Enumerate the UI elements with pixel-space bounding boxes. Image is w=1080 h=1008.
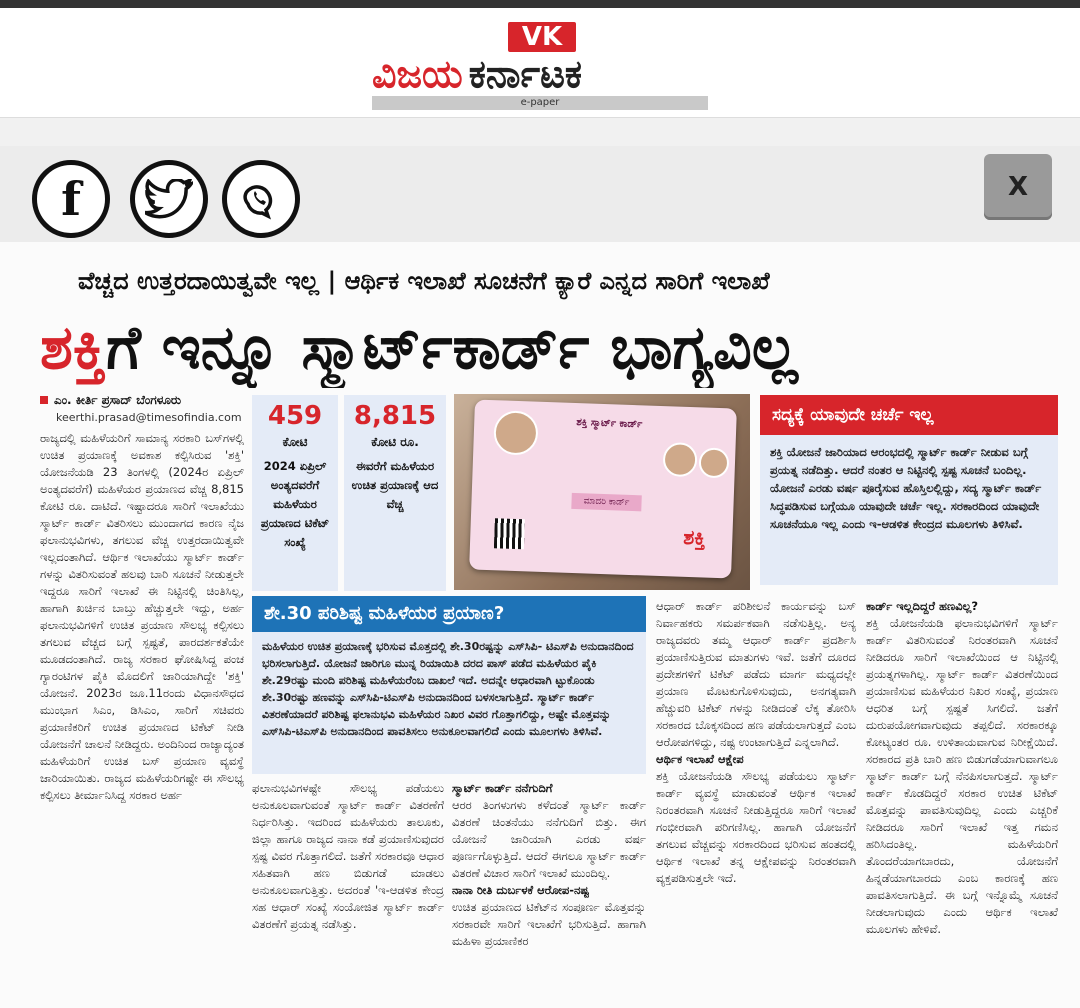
portrait-3 [698,447,729,478]
twitter-icon [145,179,193,219]
whatsapp-share-button[interactable] [222,160,300,238]
author-email: keerthi.prasad@timesofindia.com [56,411,242,424]
side-box [760,395,1058,585]
byline [40,393,250,409]
column-2 [252,780,444,1002]
column-3-text: ಆರರ ತಿಂಗಳುಗಳು ಕಳೆದಂತೆ ಸ್ಮಾರ್ಟ್ ಕಾರ್ಡ್ ವಿತರಣೆ ಚಿಂತನೆಯು ನನೆಗುದಿಗೆ ಬಿತ್ತು. ಈಗ ಯೋಜನೆ ಜಾರಿಯಾಗಿ ಎರಡು ವರ್ಷ ಪೂರ್ಣಗೊಳ್ಳುತ್ತಿದೆ. ಆದರೆ ಈಗಲೂ ಸ್ಮಾರ್ಟ್ ಕಾರ್ಡ್ ವಿತರಣೆ ವಿಚಾರ ಸಾರಿಗೆ ಇಲಾಖೆ ಮುಂದಿಲ್ಲ. [452,798,646,880]
column-4-text-2: ಶಕ್ತಿ ಯೋಜನೆಯಡಿ ಸೌಲಭ್ಯ ಪಡೆಯಲು ಸ್ಮಾರ್ಟ್ ಕಾರ್ಡ್ ವ್ಯವಸ್ಥೆ ಮಾಡುವಂತೆ ಆರ್ಥಿಕ ಇಲಾಖೆ ನಿರಂತರವಾಗಿ ಸೂಚನೆ ನೀಡುತ್ತಿದ್ದರೂ ಸಾರಿಗೆ ಇಲಾಖೆ ಗಂಭೀರವಾಗಿ ಪರಿಗಣಿಸಿಲ್ಲ. ಹಾಗಾಗಿ ಯೋಜನೆಗೆ ತಗಲುವ ವೆಚ್ಚವನ್ನು ಸರಕಾರದಿಂದ ಭರಿಸುವ ಹಂತದಲ್ಲಿ ಆರ್ಥಿಕ ಇಲಾಖೆ ತನ್ನ ಆಕ್ಷೇಪವನ್ನು ನಿರಂತರವಾಗಿ ವ್ಯಕ್ತಪಡಿಸುತ್ತಲೇ ಇದೆ. [656,769,856,885]
facebook-icon: f [61,172,81,226]
portrait-2 [662,442,697,477]
logo[interactable] [372,52,708,96]
column-5 [866,598,1058,1002]
column-4-subhead: ಆರ್ಥಿಕ ಇಲಾಖೆ ಆಕ್ಷೇಪ [656,752,744,766]
stat-2-unit: ಕೋಟಿ ರೂ. [371,435,419,449]
headline-highlight: ಶಕ್ತಿ [40,313,107,383]
portrait-1 [493,410,539,456]
kicker: ವೆಚ್ಚದ ಉತ್ತರದಾಯಿತ್ವವೇ ಇಲ್ಲ | ಆರ್ಥಿಕ ಇಲಾಖೆ ಸೂಚನೆಗೆ ಕ್ಯಾರೆ ಎನ್ನದ ಸಾರಿಗೆ ಇಲಾಖೆ [78,267,770,295]
column-3 [452,780,646,1002]
column-5-text: ಶಕ್ತಿ ಯೋಜನೆಯಡಿ ಫಲಾನುಭವಿಗಳಿಗೆ ಸ್ಮಾರ್ಟ್ ಕಾರ್ಡ್ ವಿತರಿಸುವಂತೆ ನಿರಂತರವಾಗಿ ಸೂಚನೆ ನೀಡಿದರೂ ಸಾರಿಗೆ ಇಲಾಖೆಯಿಂದ ಆ ನಿಟ್ಟಿನಲ್ಲಿ ಪ್ರಯತ್ನಗಳಾಗಿಲ್ಲ. ಸ್ಮಾರ್ಟ್ ಕಾರ್ಡ್ ವಿತರಣೆಯಿಂದ ಪ್ರಯಾಣಿಸುವ ಮಹಿಳೆಯರ ನಿಖರ ಸಂಖ್ಯೆ, ಪ್ರಯಾಣ ಆಧರಿತ ಬಗ್ಗೆ ಸ್ಪಷ್ಟತೆ ಸಿಗಲಿದೆ. ಜತೆಗೆ ದುರುಪಯೋಗವಾಗುವುದು ತಪ್ಪಲಿದೆ. ಸರಕಾರಕ್ಕೂ ಕೋಟ್ಯಂತರ ರೂ. ಉಳಿತಾಯವಾಗುವ ನಿರೀಕ್ಷೆಯಿದೆ. ಸರಕಾರದ ಪ್ರತಿ ಬಾರಿ ಹಣ ಬಿಡುಗಡೆಯಾಗುವಾಗಲೂ ಸ್ಮಾರ್ಟ್ ಕಾರ್ಡ್ ಬಗ್ಗೆ ನೆನಪಿಸಲಾಗುತ್ತದೆ. ಸ್ಮಾರ್ಟ್ ಕಾರ್ಡ್ ಕೊಡದಿದ್ದರೆ ಸರಕಾರ ಉಚಿತ ಟಿಕೆಟ್ ಮೊತ್ತವನ್ನು ಪಾವತಿಸುವುದಿಲ್ಲ ಎಂದು ಎಚ್ಚರಿಕೆ ನೀಡಿದರೂ ಸಾರಿಗೆ ಇಲಾಖೆ ಇತ್ತ ಗಮನ ಹರಿಸಿದಂತಿಲ್ಲ. ಮಹಿಳೆಯರಿಗೆ ತೊಂದರೆಯಾಗಬಾರದು, ಯೋಜನೆಗೆ ಹಿನ್ನಡೆಯಾಗಬಾರದು ಎಂಬ ಕಾರಣಕ್ಕೆ ಹಣ ಪಾವತಿಸಲಾಗುತ್ತಿದೆ. ಈ ಬಗ್ಗೆ ಇನ್ನೊಮ್ಮೆ ಸೂಚನೆ ನೀಡಲಾಗುವುದು ಎಂದು ಆರ್ಥಿಕ ಇಲಾಖೆ ಮೂಲಗಳು ಹೇಳಿವೆ. [866,616,1058,936]
smart-card-image [469,399,737,578]
headline [40,308,1080,388]
column-5-subhead: ಕಾರ್ಡ್ ಇಲ್ಲದಿದ್ದರೆ ಹಣವಿಲ್ಲ? [866,599,979,613]
vk-badge: VK [508,22,576,52]
shakti-logo: ಶಕ್ತಿ [682,524,706,550]
stat-2-number: 8,815 [353,401,437,431]
column-3-subhead-2: ನಾನಾ ರೀತಿ ದುರ್ಬಳಕೆ ಆರೋಪ-ನಷ್ಟ [452,883,590,897]
stat-2-desc: ಈವರೆಗೆ ಮಹಿಳೆಯರ ಉಚಿತ ಪ್ರಯಾಣಕ್ಕೆ ಆದ ವೆಚ್ಚ [351,459,439,511]
stat-box-2 [344,395,446,591]
stat-box-1 [252,395,338,591]
column-3-subhead: ಸ್ಮಾರ್ಟ್ ಕಾರ್ಡ್ ನನೆಗುದಿಗೆ [452,781,553,795]
column-3-text-2: ಉಚಿತ ಪ್ರಯಾಣದ ಟಿಕೆಟ್‌ನ ಸಂಪೂರ್ಣ ಮೊತ್ತವನ್ನು ಸರಕಾರವೇ ಸಾರಿಗೆ ಇಲಾಖೆಗೆ ಭರಿಸುತ್ತಿದೆ. ಹಾಗಾಗಿ ಮಹಿಳಾ ಪ್ರಯಾಣಿಕರ [452,900,646,948]
headline-rest: ಗೆ ಇನ್ನೂ ಸ್ಮಾರ್ಟ್‌ಕಾರ್ಡ್ ಭಾಗ್ಯವಿಲ್ಲ [106,313,798,383]
side-box-body: ಶಕ್ತಿ ಯೋಜನೆ ಜಾರಿಯಾದ ಆರಂಭದಲ್ಲಿ ಸ್ಮಾರ್ಟ್ ಕಾರ್ಡ್ ನೀಡುವ ಬಗ್ಗೆ ಪ್ರಯತ್ನ ನಡೆದಿತ್ತು. ಆದರೆ ನಂತರ ಆ ನಿಟ್ಟಿನಲ್ಲಿ ಸ್ಪಷ್ಟ ಸೂಚನೆ ಬಂದಿಲ್ಲ. ಯೋಜನೆ ಎರಡು ವರ್ಷ ಪೂರೈಸುವ ಹೊಸ್ತಿಲಲ್ಲಿದ್ದು, ಸದ್ಯ ಸ್ಮಾರ್ಟ್ ಕಾರ್ಡ್ ಸಿದ್ಧಪಡಿಸುವ ಬಗ್ಗೆಯೂ ಯಾವುದೇ ಚರ್ಚೆ ಇಲ್ಲ. ಸರಕಾರದಿಂದ ಯಾವುದೇ ಸೂಚನೆಯೂ ಇಲ್ಲ ಎಂದು ಇ-ಆಡಳಿತ ಕೇಂದ್ರದ ಮೂಲಗಳು ತಿಳಿಸಿವೆ. [770,445,1042,531]
column-1 [40,430,244,1002]
card-title: ಶಕ್ತಿ ಸ್ಮಾರ್ಟ್ ಕಾರ್ಡ್ [576,417,643,431]
stat-1-unit: ಕೋಟಿ [282,435,308,449]
qr-code-icon [494,518,525,549]
spacer [0,118,1080,146]
epaper-label: e-paper [372,96,708,110]
card-label: ಮಾದರಿ ಕಾರ್ಡ್ [571,493,642,511]
column-4-text: ಆಧಾರ್ ಕಾರ್ಡ್ ಪರಿಶೀಲನೆ ಕಾರ್ಯವನ್ನು ಬಸ್ ನಿರ್ವಾಹಕರು ಸಮರ್ಪಕವಾಗಿ ನಡೆಸುತ್ತಿಲ್ಲ. ಅನ್ಯ ರಾಜ್ಯದವರು ತಮ್ಮ ಆಧಾರ್ ಕಾರ್ಡ್ ಪ್ರದರ್ಶಿಸಿ ಪ್ರಯಾಣಿಸುತ್ತಿರುವ ಮಾತುಗಳು ಇವೆ. ಜತೆಗೆ ದೂರದ ಪ್ರದೇಶಗಳಿಗೆ ಟಿಕೆಟ್ ಪಡೆದು ಮಾರ್ಗ ಮಧ್ಯದಲ್ಲೇ ಪ್ರಯಾಣ ಮೊಟಕುಗೊಳಿಸುವುದು, ಅನಗತ್ಯವಾಗಿ ಹೆಚ್ಚುವರಿ ಟಿಕೆಟ್ ಗಳನ್ನು ನೀಡಿದಂತೆ ಲೆಕ್ಕ ತೋರಿಸಿ ಸರಕಾರದ ಬೊಕ್ಕಸದಿಂದ ಹಣ ಪಡೆಯಲಾಗುತ್ತದೆ ಎಂಬ ಆರೋಪಗಳಿದ್ದು, ನಷ್ಟ ಉಂಟಾಗುತ್ತಿದೆ ಎನ್ನಲಾಗಿದೆ. [656,599,856,749]
info-box [252,596,646,774]
stat-1-number: 459 [267,401,323,431]
column-2-text: ಫಲಾನುಭವಿಗಳಷ್ಟೇ ಸೌಲಭ್ಯ ಪಡೆಯಲು ಅನುಕೂಲವಾಗುವಂತೆ ಸ್ಮಾರ್ಟ್ ಕಾರ್ಡ್ ವಿತರಣೆಗೆ ನಿರ್ಧರಿಸಿತ್ತು. ಇದರಿಂದ ಮಹಿಳೆಯರು ತಾಲೂಕು, ಜಿಲ್ಲಾ ಹಾಗೂ ರಾಜ್ಯದ ನಾನಾ ಕಡೆ ಪ್ರಯಾಣಿಸುವುದರ ಸ್ಪಷ್ಟ ವಿವರ ಗೊತ್ತಾಗಲಿದೆ. ಜತೆಗೆ ಸರಕಾರವೂ ಆಧಾರ ಸಹಿತವಾಗಿ ಹಣ ಬಿಡುಗಡೆ ಮಾಡಲು ಅನುಕೂಲವಾಗುತ್ತಿತ್ತು. ಅದರಂತೆ 'ಇ-ಆಡಳಿತ ಕೇಂದ್ರ ಸಹ ಆಧಾರ್ ಸಂಖ್ಯೆ ಸಂಯೋಜಿತ ಸ್ಮಾರ್ಟ್ ಕಾರ್ಡ್ ವಿತರಣೆಗೆ ಪ್ರಯತ್ನ ನಡೆಸಿತ್ತು. [252,781,444,931]
share-bar [0,146,1080,242]
info-box-title: ಶೇ.30 ಪರಿಶಿಷ್ಟ ಮಹಿಳೆಯರ ಪ್ರಯಾಣ? [252,596,646,632]
logo-part-1: ವಿಜಯ [372,52,463,96]
byline-marker [40,396,48,404]
whatsapp-icon [236,174,286,224]
logo-part-2: ಕರ್ನಾಟಕ [468,52,582,96]
column-4 [656,598,856,1002]
top-bar [0,0,1080,8]
byline-text: ಎಂ. ಕೀರ್ತಿ ಪ್ರಸಾದ್ ಬೆಂಗಳೂರು [54,393,182,407]
twitter-share-button[interactable] [130,160,208,238]
close-button[interactable]: X [984,154,1052,220]
article-photo [454,394,750,590]
info-box-body: ಮಹಿಳೆಯರ ಉಚಿತ ಪ್ರಯಾಣಕ್ಕೆ ಭರಿಸುವ ಮೊತ್ತದಲ್ಲಿ ಶೇ.30ರಷ್ಟನ್ನು ಎಸ್‌ಸಿಪಿ- ಟಿಎಸ್‌ಪಿ ಅನುದಾನದಿಂದ ಭರಿಸಲಾಗುತ್ತಿದೆ. ಯೋಜನೆ ಜಾರಿಗೂ ಮುನ್ನ ರಿಯಾಯಿತಿ ದರದ ಪಾಸ್ ಪಡೆದ ಮಹಿಳೆಯರ ಪೈಕಿ ಶೇ.29ರಷ್ಟು ಮಂದಿ ಪರಿಶಿಷ್ಟ ಮಹಿಳೆಯರೆಂಬ ದಾಖಲೆ ಇದೆ. ಅದನ್ನೇ ಆಧಾರವಾಗಿ ಟ್ಟುಕೊಂಡು ಶೇ.30ರಷ್ಟು ಹಣವನ್ನು ಎಸ್‌ಸಿಪಿ-ಟಿಎಸ್‌ಪಿ ಅನುದಾನದಿಂದ ಬಳಸಲಾಗುತ್ತಿದೆ. ಸ್ಮಾರ್ಟ್ ಕಾರ್ಡ್ ವಿತರಣೆಯಾದರೆ ಪರಿಶಿಷ್ಟ ಫಲಾನುಭವಿ ಮಹಿಳೆಯರ ನಿಖರ ವಿವರ ಗೊತ್ತಾಗಲಿದ್ದು, ಅಷ್ಟೇ ಮೊತ್ತವನ್ನು ಎಸ್‌ಸಿಪಿ-ಟಿಎಸ್‌ಪಿ ಅನುದಾನದಿಂದ ಪಾವತಿಸಲು ಅನುಕೂಲವಾಗಲಿದೆ ಎಂದು ಮೂಲಗಳು ತಿಳಿಸಿವೆ. [262,640,634,738]
column-1-text: ರಾಜ್ಯದಲ್ಲಿ ಮಹಿಳೆಯರಿಗೆ ಸಾಮಾನ್ಯ ಸರಕಾರಿ ಬಸ್‌ಗಳಲ್ಲಿ ಉಚಿತ ಪ್ರಯಾಣಕ್ಕೆ ಅವಕಾಶ ಕಲ್ಪಿಸಿರುವ 'ಶಕ್ತಿ' ಯೋಜನೆಯಡಿ 23 ತಿಂಗಳಲ್ಲಿ (2024ರ ಏಪ್ರಿಲ್ ಅಂತ್ಯದವರೆಗೆ) ಮಹಿಳೆಯರ ಪ್ರಯಾಣದ ವೆಚ್ಚ 8,815 ಕೋಟಿ ರೂ. ದಾಟಿದೆ. ಇಷ್ಟಾದರೂ ಸಾರಿಗೆ ಇಲಾಖೆಯು ಸ್ಮಾರ್ಟ್ ಕಾರ್ಡ್ ವಿತರಿಸಲು ಮುಂದಾಗದ ಕಾರಣ ನೈಜ ಫಲಾನುಭವಿಗಳು, ತಗಲುವ ವೆಚ್ಚ ಉತ್ತರದಾಯಿತ್ವವೇ ಇಲ್ಲದಂತಾಗಿದೆ. ಆರ್ಥಿಕ ಇಲಾಖೆಯು ಸ್ಮಾರ್ಟ್ ಕಾರ್ಡ್ ಗಳನ್ನು ವಿತರಿಸುವಂತೆ ಹಲವು ಬಾರಿ ಸೂಚನೆ ನೀಡುತ್ತಲೇ ಇದ್ದರೂ ಸಾರಿಗೆ ಇಲಾಖೆ ಈ ನಿಟ್ಟಿನಲ್ಲಿ ಚಿಂತಿಸಿಲ್ಲ, ಹಾಗಾಗಿ ಖರ್ಚಿನ ಬಾಬ್ತು ಹೆಚ್ಚುತ್ತಲೇ ಇದ್ದು, ಅರ್ಹ ಫಲಾನುಭವಿಗಳಿಗೆ ಉಚಿತ ಪ್ರಯಾಣ ಸೌಲಭ್ಯ ಕಲ್ಪಿಸಲು ತಗಲುವ ವೆಚ್ಚದ ಬಗ್ಗೆ ಸ್ಪಷ್ಟತೆ, ಪಾರದರ್ಶಕತೆಯೇ ಮೂಡದಂತಾಗಿದೆ. ರಾಜ್ಯ ಸರಕಾರ ಘೋಷಿಸಿದ್ದ ಪಂಚ ಗ್ಯಾರಂಟಿಗಳ ಪೈಕಿ ಮೊದಲಿಗೆ ಜಾರಿಯಾಗಿದ್ದೇ 'ಶಕ್ತಿ' ಯೋಜನೆ. 2023ರ ಜೂ.11ರಂದು ವಿಧಾನಸೌಧದ ಮುಂಭಾಗ ಸಿಎಂ, ಡಿಸಿಎಂ, ಸಾರಿಗೆ ಸಚಿವರು ಪ್ರಯಾಣಿಕರಿಗೆ ಉಚಿತ ಪ್ರಯಾಣದ ಟಿಕೆಟ್ ನೀಡಿ ಯೋಜನೆಗೆ ಚಾಲನೆ ನೀಡಿದ್ದರು. ಅಂದಿನಿಂದ ರಾಜ್ಯಾದ್ಯಂತ ಮಹಿಳೆಯರಿಗೆ ಉಚಿತ ಬಸ್ ಪ್ರಯಾಣ ವ್ಯವಸ್ಥೆ ಜಾರಿಯಾಯಿತು. ರಾಜ್ಯದ ಮಹಿಳೆಯರಿಗಷ್ಟೇ ಈ ಸೌಲಭ್ಯ ಕಲ್ಪಿಸಲು ತೀರ್ಮಾನಿಸಿದ್ದ ಸರಕಾರ ಅರ್ಹ [40,431,244,802]
facebook-share-button[interactable] [32,160,110,238]
side-box-title: ಸದ್ಯಕ್ಕೆ ಯಾವುದೇ ಚರ್ಚೆ ಇಲ್ಲ [760,395,1058,435]
stat-1-desc: 2024 ಏಪ್ರಿಲ್ ಅಂತ್ಯದವರೆಗೆ ಮಹಿಳೆಯರ ಪ್ರಯಾಣದ ಟಿಕೆಟ್ ಸಂಖ್ಯೆ [260,459,330,549]
masthead [0,8,1080,118]
